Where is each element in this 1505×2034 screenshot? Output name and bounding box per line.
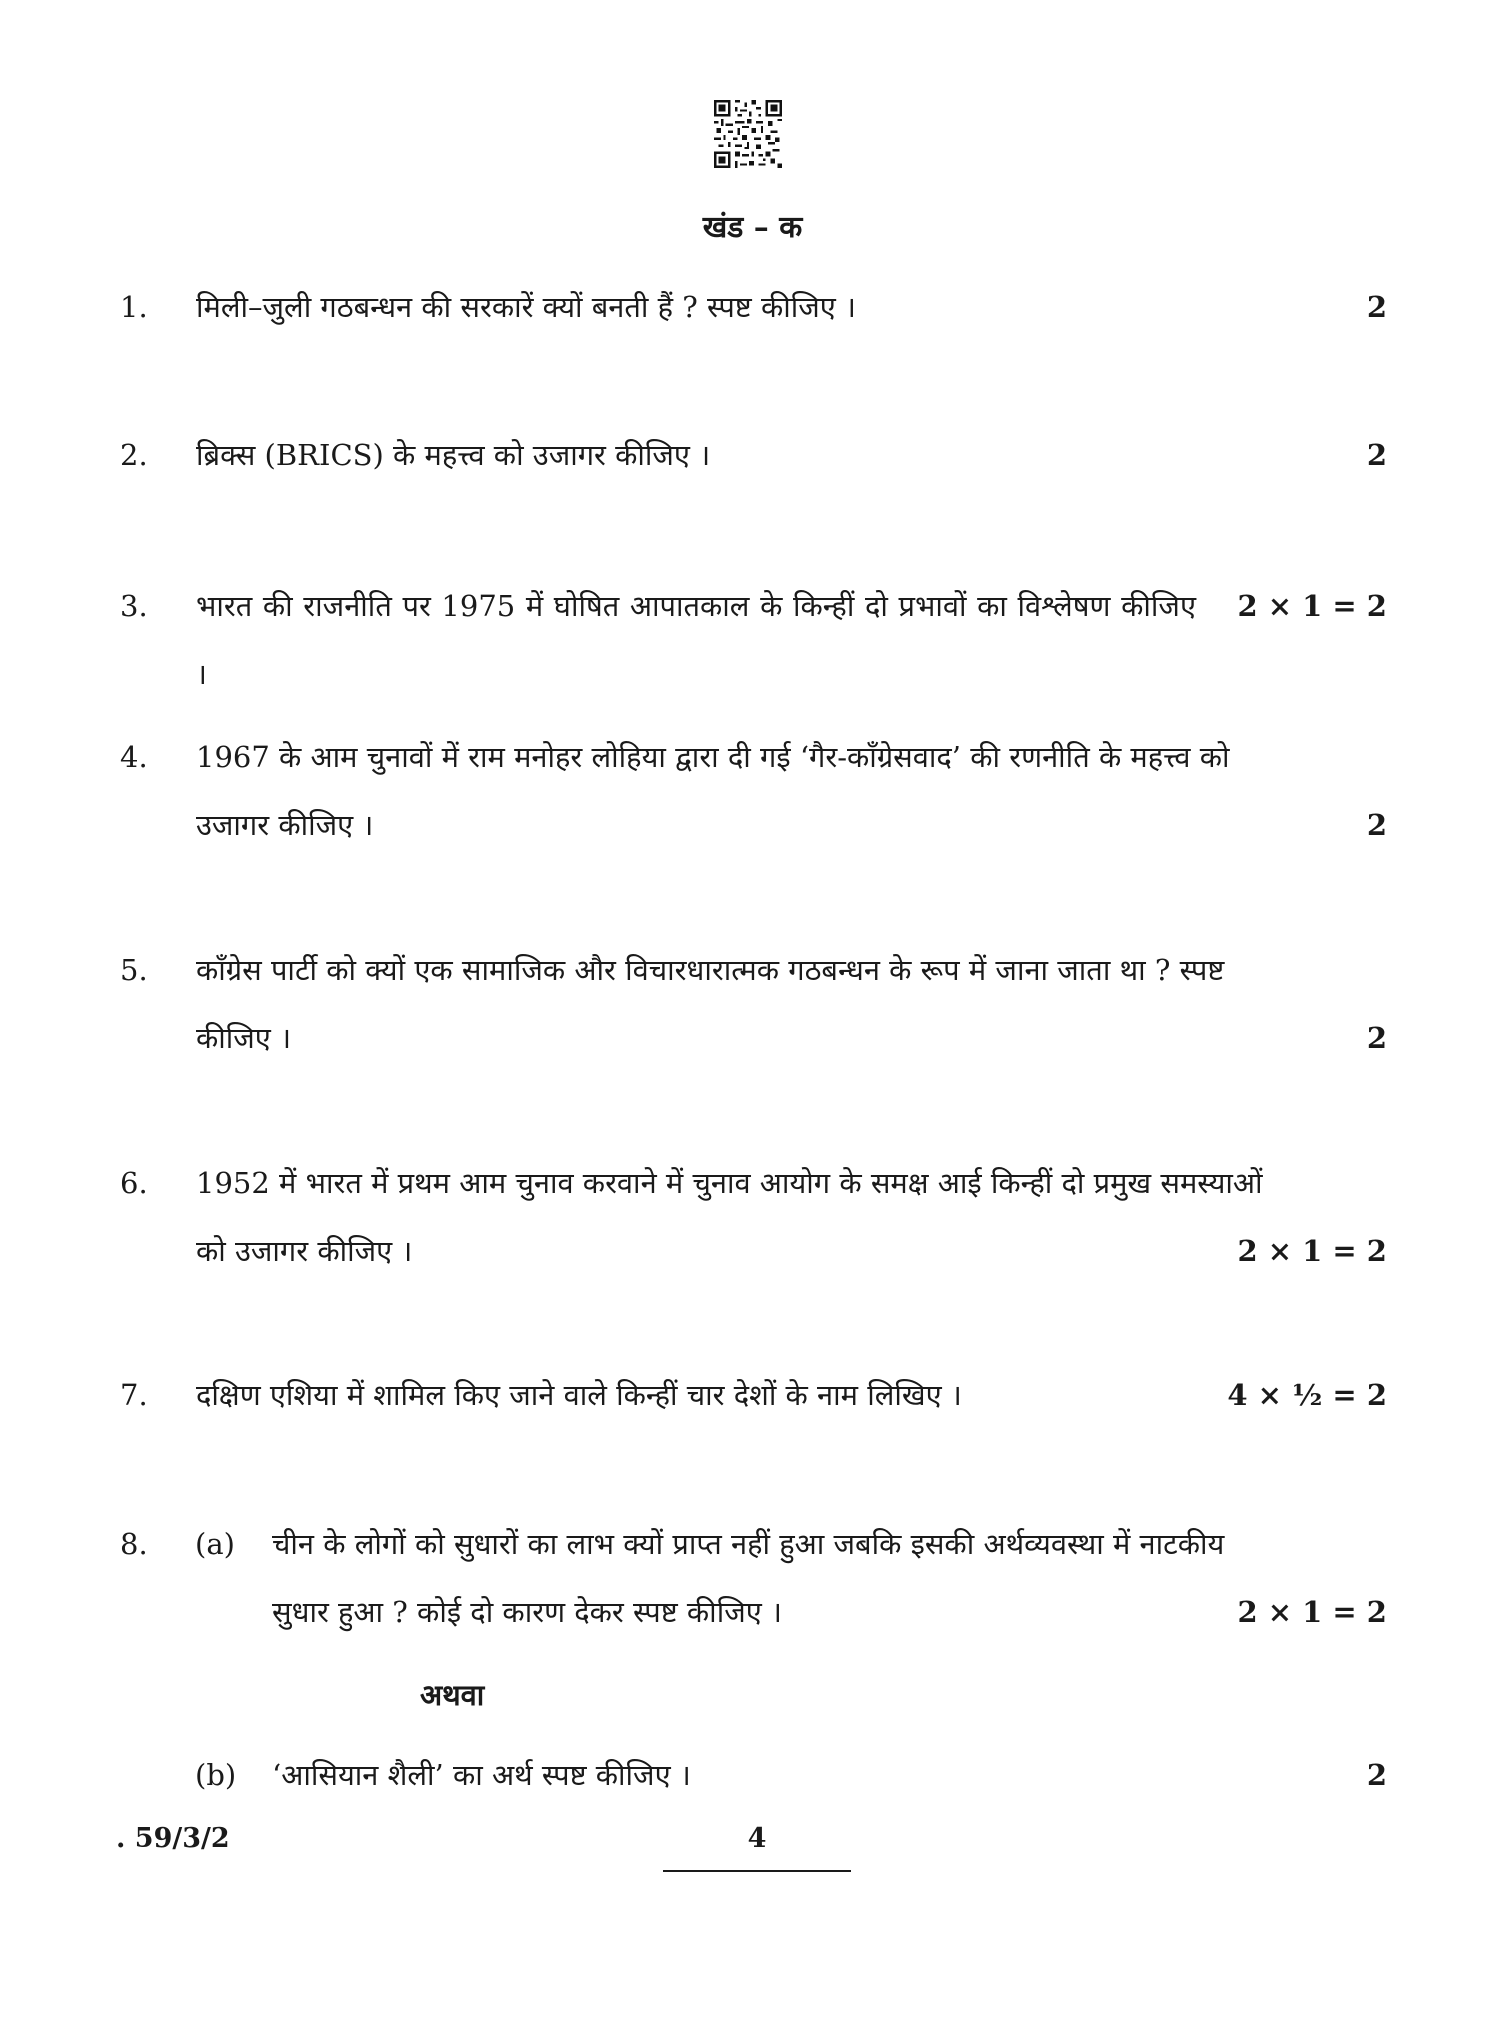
question-number: 1.: [120, 290, 148, 324]
question-marks: 4 × ½ = 2: [1227, 1378, 1387, 1412]
question-text-line-2: कीजिए ।: [196, 1021, 292, 1055]
part-a-text-line-2: सुधार हुआ ? कोई दो कारण देकर स्पष्ट कीजिए ।: [272, 1595, 782, 1629]
question-number: 8.: [120, 1527, 148, 1561]
or-label: अथवा: [420, 1678, 485, 1712]
paper-code: . 59/3/2: [116, 1823, 230, 1854]
part-b-text: ‘आसियान शैली’ का अर्थ स्पष्ट कीजिए ।: [272, 1758, 691, 1792]
page-number: 4: [747, 1823, 767, 1854]
question-text-line-1: काँग्रेस पार्टी को क्यों एक सामाजिक और विचारधारात्मक गठबन्धन के रूप में जाना जाता था ? स्पष्ट: [196, 953, 1225, 987]
part-a-text-line-1: चीन के लोगों को सुधारों का लाभ क्यों प्राप्त नहीं हुआ जबकि इसकी अर्थव्यवस्था में नाटकीय: [272, 1527, 1225, 1561]
question-text-line-2: उजागर कीजिए ।: [196, 808, 374, 842]
part-b-label: (b): [195, 1758, 237, 1792]
question-text: भारत की राजनीति पर 1975 में घोषित आपातकाल के किन्हीं दो प्रभावों का विश्लेषण कीजिए ।: [196, 589, 1196, 691]
question-text: मिली–जुली गठबन्धन की सरकारें क्यों बनती हैं ? स्पष्ट कीजिए ।: [196, 290, 857, 324]
question-text-line-1: 1952 में भारत में प्रथम आम चुनाव करवाने में चुनाव आयोग के समक्ष आई किन्हीं दो प्रमुख समस्याओं: [196, 1166, 1263, 1200]
question-marks: 2 × 1 = 2: [1237, 589, 1387, 623]
question-marks: 2 × 1 = 2: [1237, 1234, 1387, 1268]
question-number: 4.: [120, 740, 148, 774]
part-a-marks: 2 × 1 = 2: [1237, 1595, 1387, 1629]
footer-rule: [663, 1870, 851, 1872]
section-title: खंड – क: [702, 210, 803, 245]
question-number: 6.: [120, 1166, 148, 1200]
question-text-line-2: को उजागर कीजिए ।: [196, 1234, 413, 1268]
question-text: ब्रिक्स (BRICS) के महत्त्व को उजागर कीजिए ।: [196, 438, 711, 472]
question-number: 2.: [120, 438, 148, 472]
question-number: 3.: [120, 589, 148, 623]
question-number: 5.: [120, 953, 148, 987]
question-marks: 2: [1366, 808, 1387, 842]
question-marks: 2: [1366, 438, 1387, 472]
question-text-line-1: 1967 के आम चुनावों में राम मनोहर लोहिया द्वारा दी गई ‘गैर-काँग्रेसवाद’ की रणनीति के महत्त्व को: [196, 740, 1230, 774]
part-b-marks: 2: [1366, 1758, 1387, 1792]
question-marks: 2: [1366, 1021, 1387, 1055]
question-text: दक्षिण एशिया में शामिल किए जाने वाले किन्हीं चार देशों के नाम लिखिए ।: [196, 1378, 962, 1412]
qr-code-icon: [714, 100, 782, 168]
question-number: 7.: [120, 1378, 148, 1412]
question-marks: 2: [1366, 290, 1387, 324]
part-a-label: (a): [195, 1527, 235, 1561]
